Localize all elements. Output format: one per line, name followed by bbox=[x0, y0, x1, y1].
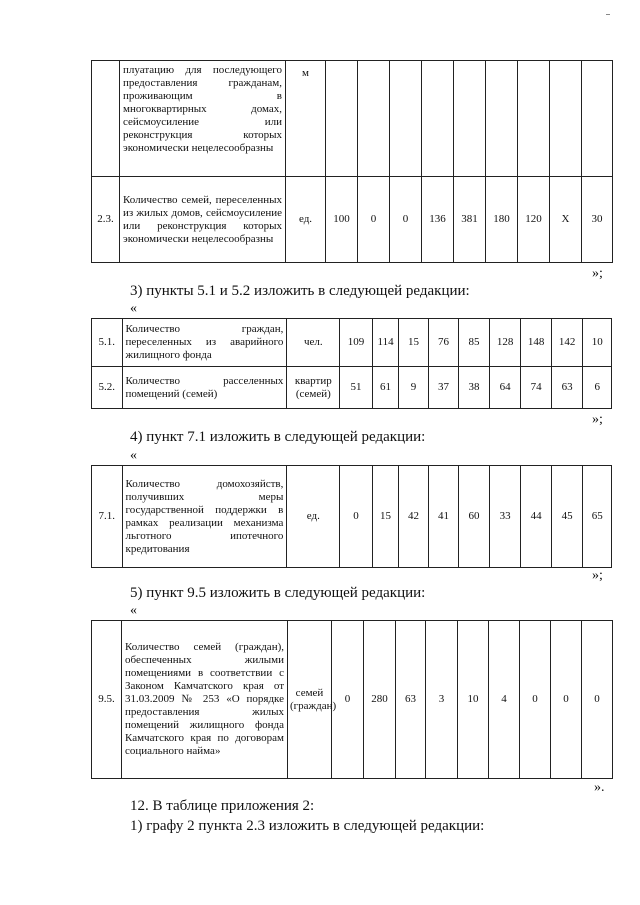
table-row bbox=[92, 367, 612, 409]
row-unit: ед. bbox=[286, 177, 326, 263]
value-cell: 42 bbox=[399, 466, 429, 568]
row-number: 9.5. bbox=[92, 621, 122, 779]
value-cell bbox=[454, 61, 486, 177]
value-cell: 3 bbox=[426, 621, 458, 779]
instruction-line: 5) пункт 9.5 изложить в следующей редакции: bbox=[130, 585, 426, 601]
value-cell: 15 bbox=[399, 319, 429, 367]
value-cell: 142 bbox=[551, 319, 583, 367]
row-description: Количество граждан, переселенных из аварийного жилищного фонда bbox=[122, 319, 287, 367]
table-3 bbox=[91, 465, 612, 568]
value-cell: 128 bbox=[489, 319, 521, 367]
value-cell: 0 bbox=[551, 621, 582, 779]
value-cell: 0 bbox=[520, 621, 551, 779]
value-cell: 45 bbox=[551, 466, 583, 568]
value-cell bbox=[582, 61, 613, 177]
value-cell: 0 bbox=[340, 466, 373, 568]
value-cell: 148 bbox=[521, 319, 552, 367]
value-cell: 0 bbox=[358, 177, 390, 263]
table-row bbox=[92, 177, 613, 263]
value-cell: 44 bbox=[521, 466, 552, 568]
row-unit: м bbox=[286, 61, 326, 177]
value-cell: 60 bbox=[459, 466, 490, 568]
value-cell: 85 bbox=[459, 319, 490, 367]
value-cell: 38 bbox=[459, 367, 490, 409]
value-cell: 41 bbox=[428, 466, 459, 568]
row-description: плуатацию для последующего предоставления гражданам, проживающим в многоквартирных домах, сейсмоусиление или реконструкция которых экономически нецелесообразны bbox=[120, 61, 286, 177]
value-cell bbox=[518, 61, 550, 177]
value-cell bbox=[486, 61, 518, 177]
closing-quote: »; bbox=[592, 568, 603, 583]
value-cell: 63 bbox=[396, 621, 426, 779]
section-heading: 12. В таблице приложения 2: bbox=[130, 798, 315, 814]
table-2 bbox=[91, 318, 612, 409]
value-cell: 51 bbox=[340, 367, 373, 409]
row-number: 7.1. bbox=[92, 466, 123, 568]
row-unit: ед. bbox=[287, 466, 340, 568]
row-number: 5.2. bbox=[92, 367, 123, 409]
table-row bbox=[92, 621, 613, 779]
closing-quote: »; bbox=[592, 266, 603, 281]
row-number: 2.3. bbox=[92, 177, 120, 263]
value-cell: 120 bbox=[518, 177, 550, 263]
table-1 bbox=[91, 60, 613, 263]
table-row bbox=[92, 466, 612, 568]
row-unit: чел. bbox=[287, 319, 340, 367]
value-cell: 280 bbox=[364, 621, 396, 779]
row-unit: семей (граждан) bbox=[288, 621, 332, 779]
value-cell bbox=[390, 61, 422, 177]
value-cell: 0 bbox=[582, 621, 613, 779]
value-cell: 0 bbox=[390, 177, 422, 263]
value-cell: 180 bbox=[486, 177, 518, 263]
row-unit: квартир (семей) bbox=[287, 367, 340, 409]
value-cell bbox=[550, 61, 582, 177]
value-cell: 61 bbox=[372, 367, 398, 409]
value-cell: 74 bbox=[521, 367, 552, 409]
closing-quote: »; bbox=[592, 412, 603, 427]
value-cell: 33 bbox=[489, 466, 521, 568]
value-cell: 15 bbox=[372, 466, 398, 568]
value-cell: 76 bbox=[428, 319, 459, 367]
table-4 bbox=[91, 620, 613, 779]
value-cell: 109 bbox=[340, 319, 373, 367]
value-cell: 63 bbox=[551, 367, 583, 409]
row-description: Количество домохозяйств, получивших меры государственной поддержки в рамках реализации механизма льготного ипотечного кредитования bbox=[122, 466, 287, 568]
row-description: Количество семей (граждан), обеспеченных жилыми помещениями в соответствии с Законом Камчатского края от 31.03.2009 № 253 «О порядке предоставления жилых помещений жилищного фонда Камчатского края по договорам социального найма» bbox=[122, 621, 288, 779]
row-number: 5.1. bbox=[92, 319, 123, 367]
value-cell: Х bbox=[550, 177, 582, 263]
closing-quote: ». bbox=[594, 780, 605, 795]
page-corner-mark bbox=[606, 14, 610, 15]
row-number bbox=[92, 61, 120, 177]
value-cell: 10 bbox=[583, 319, 612, 367]
value-cell: 114 bbox=[372, 319, 398, 367]
table-row bbox=[92, 319, 612, 367]
value-cell: 4 bbox=[489, 621, 520, 779]
opening-quote: « bbox=[130, 301, 137, 316]
opening-quote: « bbox=[130, 448, 137, 463]
row-description: Количество семей, переселенных из жилых домов, сейсмоусиление или реконструкция которых экономически нецелесообразны bbox=[120, 177, 286, 263]
value-cell bbox=[326, 61, 358, 177]
value-cell: 30 bbox=[582, 177, 613, 263]
value-cell bbox=[358, 61, 390, 177]
value-cell: 136 bbox=[422, 177, 454, 263]
row-description: Количество расселенных помещений (семей) bbox=[122, 367, 287, 409]
value-cell: 6 bbox=[583, 367, 612, 409]
instruction-line: 1) графу 2 пункта 2.3 изложить в следующей редакции: bbox=[130, 818, 485, 834]
value-cell: 100 bbox=[326, 177, 358, 263]
value-cell: 9 bbox=[399, 367, 429, 409]
value-cell bbox=[422, 61, 454, 177]
value-cell: 381 bbox=[454, 177, 486, 263]
instruction-line: 3) пункты 5.1 и 5.2 изложить в следующей редакции: bbox=[130, 283, 470, 299]
value-cell: 0 bbox=[332, 621, 364, 779]
value-cell: 10 bbox=[458, 621, 489, 779]
instruction-line: 4) пункт 7.1 изложить в следующей редакции: bbox=[130, 429, 426, 445]
value-cell: 37 bbox=[428, 367, 459, 409]
opening-quote: « bbox=[130, 603, 137, 618]
table-row bbox=[92, 61, 613, 177]
value-cell: 64 bbox=[489, 367, 521, 409]
value-cell: 65 bbox=[583, 466, 612, 568]
